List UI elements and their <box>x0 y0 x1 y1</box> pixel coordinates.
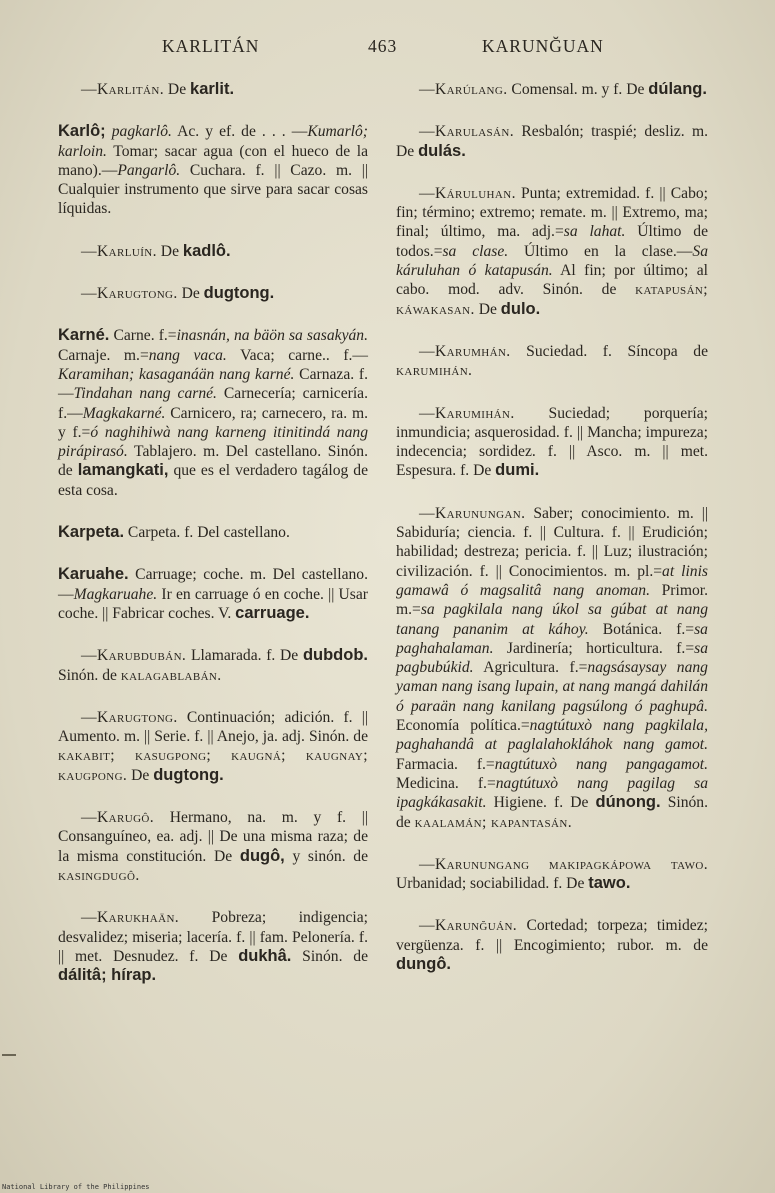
small-caps-term: —Karugtong. <box>81 708 178 726</box>
tagalog-phrase: at linis gamawâ ó magsalitâ nang anoman. <box>396 562 708 599</box>
headword: dugtong. <box>153 765 224 784</box>
tagalog-phrase: ó naghihiwà nang karneng itinitindá nang pirápirasó. <box>58 423 368 461</box>
small-caps-term: kasingdugô. <box>58 866 140 884</box>
headword: dúlang. <box>648 80 707 98</box>
small-caps-term: —Karunungan. <box>419 504 526 522</box>
tagalog-phrase: Sa káruluhan ó katapusán. <box>396 242 708 280</box>
definition-text: Pobreza; indigencia; desvalidez; miseria; lacería. f. || fam. Pelonería. f. || met. Desnudez. f. De <box>58 909 368 965</box>
definition-text: Sinón. de <box>396 794 708 831</box>
small-caps-term: —Karluín. <box>81 242 157 260</box>
tagalog-phrase: pagkarlô. <box>111 123 172 141</box>
definition-text: Continuación; adición. f. || Aumento. m. || Serie. f. || Anejo, ja. adj. Sinón. de <box>58 708 368 746</box>
headword: dugô, <box>239 846 285 865</box>
definition-text: De <box>156 242 183 260</box>
headword: dubdob. <box>302 646 368 665</box>
entry-karuluhan <box>396 184 708 319</box>
tagalog-phrase: Kumarlô; karloin. <box>58 123 368 160</box>
tagalog-phrase: sa pagkilala nang úkol sa gúbat at nang tanang pananim at káhoy. <box>396 601 708 638</box>
page-header <box>0 36 775 62</box>
tagalog-phrase: nagtútuxò nang pagilag sa ipagkákasakit. <box>396 774 708 812</box>
small-caps-term: —Karunungang makipagkápowa tawo. <box>419 855 708 873</box>
definition-text: Ac. y ef. de . . . — <box>171 123 308 141</box>
definition-text: Medicina. f.= <box>396 774 496 792</box>
tagalog-phrase: Tindahan nang carné. <box>73 385 217 403</box>
definition-text: Vaca; carne.. f.— <box>226 346 369 364</box>
tagalog-phrase: nang vaca. <box>148 346 227 364</box>
definition-text: Carpeta. f. Del castellano. <box>124 524 290 542</box>
headword: dálitâ; hírap. <box>58 966 157 985</box>
headword: Karpeta. <box>58 523 125 542</box>
footer-credit: National Library of the Philippines <box>2 1183 150 1191</box>
definition-text: Último de todos.= <box>396 223 709 260</box>
right-guide-word: KARUNĞUAN <box>482 36 604 56</box>
headword: Karlô; <box>58 122 106 141</box>
definition-text: Punta; extremidad. f. || Cabo; fin; término; extremo; remate. m. || Extremo, ma; final; último, ma. adj.= <box>396 184 708 241</box>
entry-karukhaan <box>58 908 368 985</box>
entry-karne <box>58 326 368 500</box>
small-caps-term: kaalamán; kapantasán. <box>414 813 572 831</box>
small-caps-term: katapusán; káwakasan. <box>396 281 708 318</box>
entry-karumhan <box>396 342 708 381</box>
small-caps-term: —Karumihán. <box>419 404 515 422</box>
definition-text: Tomar; sacar agua (con el hueco de la mano).— <box>58 142 368 179</box>
definition-text: Farmacia. f.= <box>396 755 495 773</box>
entry-karulang <box>396 80 708 99</box>
tagalog-phrase: Karamihan; kasaganáän nang karné. <box>58 365 295 383</box>
definition-text: y sinón. de <box>284 847 369 865</box>
definition-text: Ir en carruage ó en coche. || Usar coche. || Fabricar coches. V. <box>58 585 368 622</box>
entry-karpeta <box>58 523 368 542</box>
small-caps-term: —Karlitán. <box>81 81 165 98</box>
small-caps-term: —Karugô. <box>81 809 155 827</box>
definition-text: Carnaje. m.= <box>58 346 149 364</box>
small-caps-term: kalagablabán. <box>120 666 222 684</box>
definition-text: Carnicero, ra; carnecero, ra. m. y f.= <box>58 404 368 441</box>
entry-karugtong-1 <box>58 284 368 303</box>
headword: kadlô. <box>182 241 231 260</box>
left-guide-word: KARLITÁN <box>162 36 260 56</box>
definition-text: Sinón. de <box>291 947 368 965</box>
headword: tawo. <box>588 874 631 893</box>
definition-text: Carnecería; carnicería. f.— <box>58 385 368 422</box>
definition-text: Llamarada. f. De <box>186 647 303 665</box>
entry-karunungan <box>396 504 708 832</box>
small-caps-term: karumihán. <box>396 362 473 380</box>
definition-text: Higiene. f. De <box>486 794 596 812</box>
definition-text: Agricultura. f.= <box>473 659 588 677</box>
definition-text: Suciedad; porquería; inmundicia; asquerosidad. f. || Mancha; impureza; indecencia; sordidez. f. || Asco. m. || met. Espesura. f. De <box>396 404 708 480</box>
headword: dúnong. <box>595 793 661 812</box>
entry-karluin <box>58 242 368 261</box>
left-column <box>58 80 368 1008</box>
tagalog-phrase: nagsásaysay nang yaman nang isang lupain, at nang mangá dahilán ó paraän nang kanilang pagsúlong ó paghupâ. <box>396 659 708 715</box>
headword: dumi. <box>495 461 540 480</box>
headword: karlit. <box>190 80 235 98</box>
definition-text: De <box>164 81 191 98</box>
definition-text: Comensal. m. y f. De <box>507 81 649 98</box>
definition-text: Botánica. f.= <box>588 620 695 638</box>
small-caps-term: —Karulasán. <box>419 123 515 141</box>
entry-karlo <box>58 122 368 218</box>
definition-text: Hermano, na. m. y f. || Consanguíneo, ea. adj. || De una misma raza; de la misma constitución. De <box>58 809 368 865</box>
definition-text: Tablajero. m. Del castellano. Sinón. de <box>58 443 368 480</box>
definition-text: Urbanidad; sociabilidad. f. De <box>396 875 589 893</box>
small-caps-term: —Karumhán. <box>419 342 511 360</box>
definition-text: Suciedad. f. Síncopa de <box>510 342 708 360</box>
tagalog-phrase: nagtútuxò nang pagkilala, paghahandâ at paglalahokláhok nang gamot. <box>396 717 709 754</box>
headword: lamangkati, <box>77 461 169 480</box>
headword: dungô. <box>396 954 451 973</box>
entry-karlitan <box>58 80 368 99</box>
definition-text: De <box>177 285 204 303</box>
definition-text: Primor. m.= <box>396 581 708 619</box>
definition-text: Carruage; coche. m. Del castellano.— <box>58 566 368 603</box>
tagalog-phrase: inasnán, na bäön sa sasakyán. <box>176 327 368 345</box>
headword: dulás. <box>418 141 466 160</box>
small-caps-term: kakabit; kasugpong; kaugná; kaugnay; kaugpong. <box>58 747 368 784</box>
definition-text: Jardinería; horticultura. f.= <box>493 639 695 657</box>
tagalog-phrase: Magkaruahe. <box>73 585 158 603</box>
entry-karunguan <box>396 916 708 974</box>
definition-text: Sinón. de <box>58 666 121 684</box>
headword: dukhâ. <box>238 946 292 965</box>
entry-karubdubaan <box>58 646 368 685</box>
tagalog-phrase: sa lahat. <box>563 223 626 241</box>
definition-text: Saber; conocimiento. m. || Sabiduría; ciencia. f. || Cultura. f. || Erudición; habilidad; destreza; pericia. f. || Luz; ilustración; civilización. f. || Conocimientos. m. pl.= <box>396 504 708 580</box>
entry-karulasan <box>396 122 708 161</box>
definition-text: Al fin; por último; al cabo. mod. adv. Sinón. de <box>396 262 708 299</box>
page-number: 463 <box>368 36 398 56</box>
small-caps-term: —Káruluhan. <box>419 184 516 202</box>
tagalog-phrase: Magkakarné. <box>82 404 166 422</box>
definition-text: De <box>474 300 501 318</box>
small-caps-term: —Karúlang. <box>419 81 508 98</box>
small-caps-term: —Karunğuán. <box>419 917 518 935</box>
entry-karugtong-2 <box>58 708 368 785</box>
definition-text: De <box>127 766 154 784</box>
headword: Karné. <box>58 326 110 345</box>
small-caps-term: —Karukhaän. <box>81 909 180 927</box>
margin-mark <box>2 1054 16 1056</box>
definition-text: Carnaza. f.— <box>58 365 368 403</box>
small-caps-term: —Karugtong. <box>81 285 178 303</box>
definition-text: Cuchara. f. || Cazo. m. || Cualquier instrumento que sirve para sacar cosas líquidas. <box>58 161 368 218</box>
definition-text: Carne. f.= <box>109 327 177 345</box>
tagalog-phrase: sa paghahalaman. <box>396 620 708 657</box>
entry-karugo <box>58 808 368 885</box>
definition-text: que es el verdadero tagálog de esta cosa. <box>58 462 368 499</box>
entry-karumihan <box>396 404 708 481</box>
small-caps-term: —Karubdubán. <box>81 647 187 665</box>
right-column <box>396 80 708 997</box>
headword: Karuahe. <box>58 565 129 584</box>
headword: dulo. <box>500 299 541 318</box>
entry-karunungang-makipagkapowa <box>396 855 708 894</box>
entry-karuahe <box>58 565 368 623</box>
tagalog-phrase: nagtútuxò nang pangagamot. <box>494 755 708 773</box>
tagalog-phrase: sa pagbubúkid. <box>396 639 708 677</box>
definition-text: Cortedad; torpeza; timidez; vergüenza. f. || Encogimiento; rubor. m. de <box>396 917 708 954</box>
headword: carruage. <box>235 603 310 622</box>
definition-text: Resbalón; traspié; desliz. m. De <box>396 123 708 160</box>
headword: dugtong. <box>203 284 275 303</box>
tagalog-phrase: Pangarlô. <box>117 161 181 179</box>
definition-text: Último en la clase.— <box>508 242 693 260</box>
definition-text: Economía política.= <box>396 717 530 735</box>
tagalog-phrase: sa clase. <box>442 242 509 260</box>
